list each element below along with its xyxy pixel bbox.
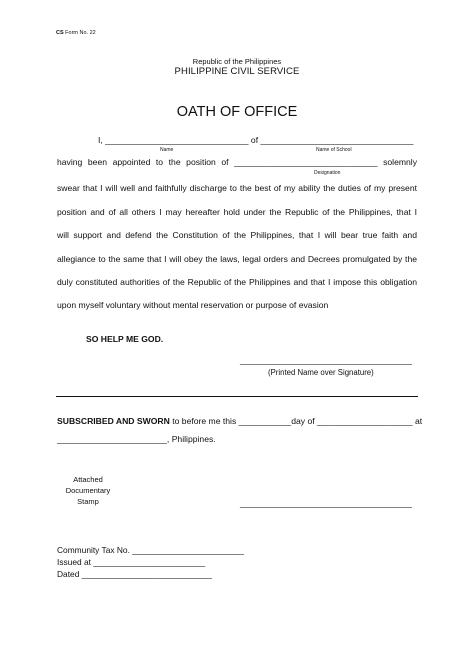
sworn-label: SUBSCRIBED AND SWORN — [57, 416, 170, 426]
agency-heading: PHILIPPINE CIVIL SERVICE — [174, 66, 300, 77]
oath-line-6: allegiance to the same that I will obey the laws, legal orders and Decrees promulgated by the — [57, 254, 417, 264]
stamp-label-3: Stamp — [77, 497, 99, 506]
oath-line-5: will support and defend the Constitution of the Philippines, that I will bear true faith and — [57, 230, 417, 240]
so-help-me-god: SO HELP ME GOD. — [86, 334, 164, 344]
form-number-text: Form No. 22 — [65, 30, 96, 36]
signature-caption: (Printed Name over Signature) — [268, 368, 374, 377]
form-number — [56, 30, 96, 36]
republic-heading: Republic of the Philippines — [192, 57, 282, 66]
stamp-label-1: Attached — [73, 475, 103, 484]
form-number-prefix: CS — [56, 30, 64, 36]
oath-line-4: position and of all others I may hereafter hold under the Republic of the Philippines, that I — [57, 207, 417, 217]
oath-first-line: I, ______________________________ of ________________________________ — [98, 135, 414, 145]
document-title: OATH OF OFFICE — [176, 104, 298, 120]
administering-officer-line: ____________________________________ — [240, 498, 413, 508]
name-caption: Name — [160, 147, 174, 153]
issued-at-line: Issued at ________________________ — [57, 557, 206, 567]
designation-caption: Designation — [314, 170, 341, 176]
section-divider — [56, 396, 418, 397]
documentary-stamp-box — [56, 474, 120, 507]
school-caption: Name of School — [316, 147, 352, 153]
community-tax-line: Community Tax No. ________________________ — [57, 545, 245, 555]
signature-line: ____________________________________ — [240, 355, 413, 365]
oath-line-3: swear that I will well and faithfully discharge to the best of my ability the duties of my present — [57, 183, 417, 193]
dated-line: Dated ____________________________ — [57, 569, 213, 579]
stamp-label-2: Documentary — [65, 486, 111, 495]
sworn-text: to before me this ___________day of ____________________ at — [169, 416, 423, 426]
sworn-line-1 — [57, 416, 422, 426]
oath-line-8: upon myself voluntary without mental reservation or purpose of evasion — [57, 300, 329, 310]
sworn-line-2: _______________________, Philippines. — [57, 434, 216, 444]
oath-line-2: having been appointed to the position of ______________________________ solemnly — [57, 157, 417, 167]
oath-line-7: duly constituted authorities of the Republic of the Philippines and that I impose this obligation — [57, 277, 417, 287]
